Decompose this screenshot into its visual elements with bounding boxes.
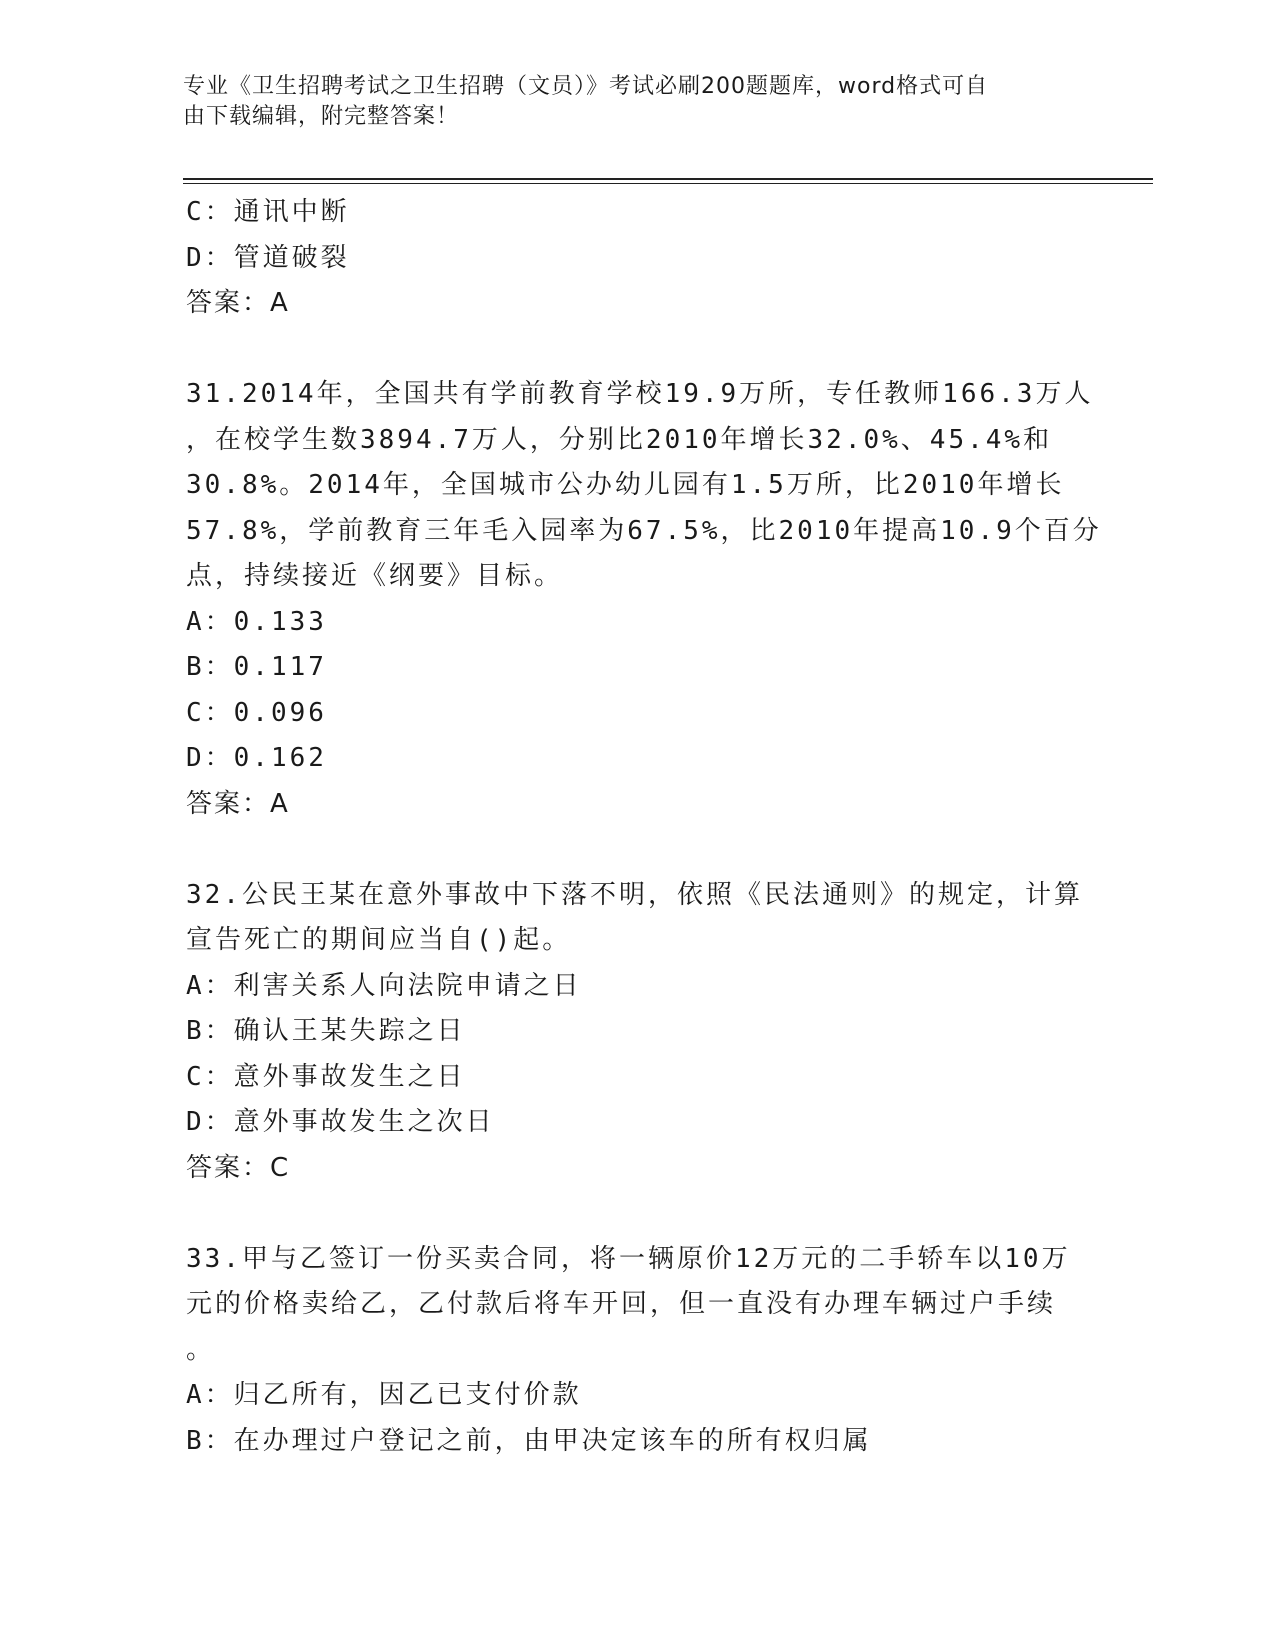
header-rule-thick: [183, 178, 1153, 180]
question-text-line: 宣告死亡的期间应当自()起。: [186, 925, 572, 955]
question-text-line: 33.甲与乙签订一份买卖合同，将一辆原价12万元的二手轿车以10万: [186, 1243, 1071, 1274]
option-b: B：0.117: [186, 652, 327, 682]
spacer: [186, 827, 1076, 873]
option-a: A：利害关系人向法院申请之日: [186, 970, 582, 1001]
question-33: [186, 1237, 1076, 1465]
question-text-line: 32.公民王某在意外事故中下落不明，依照《民法通则》的规定，计算: [186, 879, 1083, 910]
question-text-line: 。: [186, 1334, 216, 1365]
question-text-line: 57.8%，学前教育三年毛入园率为67.5%，比2010年提高10.9个百分: [186, 515, 1102, 546]
question-30-tail: [186, 190, 1076, 327]
answer: 答案：C: [186, 1152, 291, 1183]
option-a: A：归乙所有，因乙已支付价款: [186, 1380, 582, 1410]
option-b: B：在办理过户登记之前，由甲决定该车的所有权归属: [186, 1425, 872, 1456]
option-b: B：确认王某失踪之日: [186, 1016, 466, 1046]
option-d: D：管道破裂: [186, 242, 350, 273]
answer: 答案：A: [186, 288, 290, 318]
option-c: C：0.096: [186, 697, 327, 728]
spacer: [186, 1191, 1076, 1237]
spacer: [186, 327, 1076, 373]
question-text-line: ，在校学生数3894.7万人，分别比2010年增长32.0%、45.4%和: [186, 424, 1053, 455]
question-text-line: 31.2014年，全国共有学前教育学校19.9万所，专任教师166.3万人: [186, 379, 1094, 409]
option-d: D：0.162: [186, 743, 327, 773]
question-text-line: 30.8%。2014年，全国城市公办幼儿园有1.5万所，比2010年增长: [186, 470, 1065, 500]
option-d: D：意外事故发生之次日: [186, 1107, 495, 1137]
header-line-1: 专业《卫生招聘考试之卫生招聘（文员）》考试必刷200题题库，word格式可自: [183, 74, 989, 99]
header-rule-thin: [183, 183, 1153, 184]
answer: 答案：A: [186, 788, 290, 819]
question-content: [186, 190, 1102, 1464]
question-text-line: 元的价格卖给乙，乙付款后将车开回，但一直没有办理车辆过户手续: [186, 1289, 1057, 1319]
question-31: [186, 372, 1102, 827]
option-c: C：意外事故发生之日: [186, 1061, 466, 1092]
question-32: [186, 873, 1083, 1192]
header-line-2: 由下载编辑，附完整答案！: [183, 104, 460, 129]
option-a: A：0.133: [186, 606, 327, 637]
option-c: C：通讯中断: [186, 197, 350, 227]
page-header: [183, 72, 1063, 132]
question-text-line: 点，持续接近《纲要》目标。: [186, 561, 564, 591]
